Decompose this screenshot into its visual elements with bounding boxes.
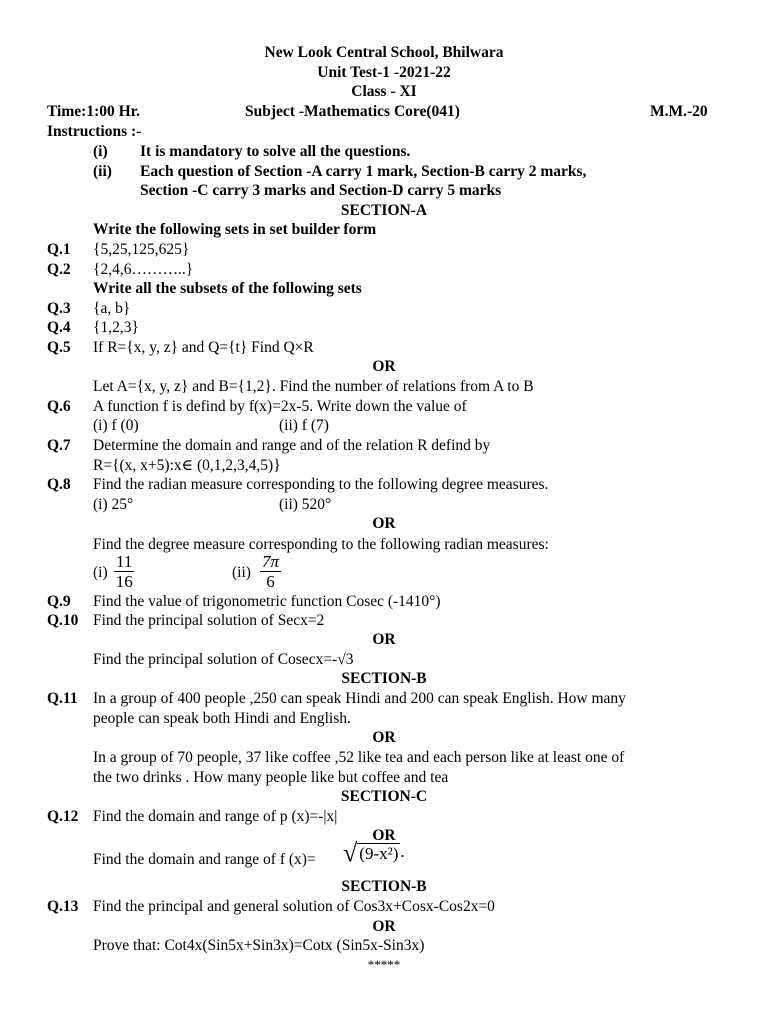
instruction-i-label: (i) <box>93 143 108 160</box>
q2-label: Q.2 <box>47 261 71 278</box>
q12-alt-text: Find the domain and range of f (x)= <box>93 851 316 868</box>
q4-label: Q.4 <box>47 319 71 336</box>
school-name: New Look Central School, Bhilwara <box>264 44 504 61</box>
or-divider: OR <box>372 515 396 532</box>
q4-text: {1,2,3} <box>93 319 139 336</box>
q1-text: {5,25,125,625} <box>93 241 190 258</box>
q13-label: Q.13 <box>47 898 79 915</box>
q9-label: Q.9 <box>47 593 71 610</box>
q8-label: Q.8 <box>47 476 71 493</box>
or-divider: OR <box>372 358 396 375</box>
section-a-heading2: Write all the subsets of the following sets <box>93 280 362 297</box>
q6-part-i: (i) f (0) <box>93 417 139 434</box>
subject-label: Subject -Mathematics Core(041) <box>245 103 460 120</box>
q12-alt-sqrt <box>343 838 405 868</box>
q13-alt-text: Prove that: Cot4x(Sin5x+Sin3x)=Cotx (Sin5x-Sin3x) <box>93 937 425 954</box>
class-label: Class - XI <box>351 83 417 100</box>
q1-label: Q.1 <box>47 241 71 258</box>
q8-alt-part-ii-label: (ii) <box>232 564 251 581</box>
q6-text: A function f is defind by f(x)=2x-5. Write down the value of <box>93 398 467 415</box>
q12-text: Find the domain and range of p (x)=-|x| <box>93 808 338 825</box>
instructions-title: Instructions :- <box>47 123 142 140</box>
q13-text: Find the principal and general solution of Cos3x+Cosx-Cos2x=0 <box>93 898 495 915</box>
end-marker: ***** <box>367 957 401 972</box>
max-marks: M.M.-20 <box>650 103 708 120</box>
instruction-ii-text2: Section -C carry 3 marks and Section-D carry 5 marks <box>140 182 502 199</box>
q8-part-ii: (ii) 520° <box>279 496 332 513</box>
fraction-denominator: 6 <box>266 572 275 591</box>
q11-text2: people can speak both Hindi and English. <box>93 710 351 727</box>
q5-alt-text: Let A={x, y, z} and B={1,2}. Find the number of relations from A to B <box>93 378 534 395</box>
q7-relation: R={(x, x+5):x∈ (0,1,2,3,4,5)} <box>93 457 281 474</box>
q11-label: Q.11 <box>47 690 78 707</box>
q8-alt-part-i-label: (i) <box>93 564 108 581</box>
question-8-alt-parts <box>0 552 768 590</box>
q12-alt-period: . <box>400 842 405 861</box>
q11-text: In a group of 400 people ,250 can speak Hindi and 200 can speak English. How many <box>93 690 626 707</box>
section-b-title: SECTION-B <box>341 670 427 687</box>
radical-sign-icon: √ <box>343 838 358 868</box>
section-a-heading1: Write the following sets in set builder form <box>93 221 377 238</box>
q3-text: {a, b} <box>93 300 131 317</box>
or-divider: OR <box>372 827 396 844</box>
q2-text: {2,4,6………..} <box>93 261 194 278</box>
q6-label: Q.6 <box>47 398 71 415</box>
q7-text: Determine the domain and range and of the relation R defind by <box>93 437 491 454</box>
q5-text: If R={x, y, z} and Q={t} Find Q×R <box>93 339 314 356</box>
instruction-i-text: It is mandatory to solve all the questions. <box>140 143 411 160</box>
q5-label: Q.5 <box>47 339 71 356</box>
or-divider: OR <box>372 729 396 746</box>
question-12-alt <box>0 838 768 876</box>
instruction-ii-label: (ii) <box>93 163 112 180</box>
fraction-numerator: 11 <box>116 552 133 571</box>
q8-part-i: (i) 25° <box>93 496 134 513</box>
q3-label: Q.3 <box>47 300 71 317</box>
time-label: Time:1:00 Hr. <box>47 103 140 120</box>
q8-alt-fraction-ii <box>260 552 281 591</box>
q11-alt-text1: In a group of 70 people, 37 like coffee ,52 like tea and each person like at least one of <box>93 749 625 766</box>
q8-alt-fraction-i <box>114 552 134 591</box>
q8-alt-text: Find the degree measure corresponding to the following radian measures: <box>93 536 549 553</box>
q7-label: Q.7 <box>47 437 71 454</box>
q6-part-ii: (ii) f (7) <box>279 417 329 434</box>
fraction-denominator: 16 <box>115 572 133 591</box>
section-d-title: SECTION-B <box>341 878 427 895</box>
q12-alt-radicand: (9-x²) <box>359 844 399 864</box>
q9-text: Find the value of trigonometric function Cosec (-1410°) <box>93 593 441 610</box>
q10-text: Find the principal solution of Secx=2 <box>93 612 325 629</box>
or-divider: OR <box>372 918 396 935</box>
section-a-title: SECTION-A <box>340 202 428 219</box>
fraction-numerator: 7π <box>262 552 280 571</box>
q12-label: Q.12 <box>47 808 79 825</box>
or-divider: OR <box>372 631 396 648</box>
test-title: Unit Test-1 -2021-22 <box>317 64 451 81</box>
q10-alt-text: Find the principal solution of Cosecx=-√3 <box>93 651 354 668</box>
q11-alt-text2: the two drinks . How many people like but coffee and tea <box>93 769 449 786</box>
instruction-ii-text: Each question of Section -A carry 1 mark, Section-B carry 2 marks, <box>140 163 587 180</box>
section-c-title: SECTION-C <box>340 788 428 805</box>
q10-label: Q.10 <box>47 612 79 629</box>
q8-text: Find the radian measure corresponding to the following degree measures. <box>93 476 549 493</box>
